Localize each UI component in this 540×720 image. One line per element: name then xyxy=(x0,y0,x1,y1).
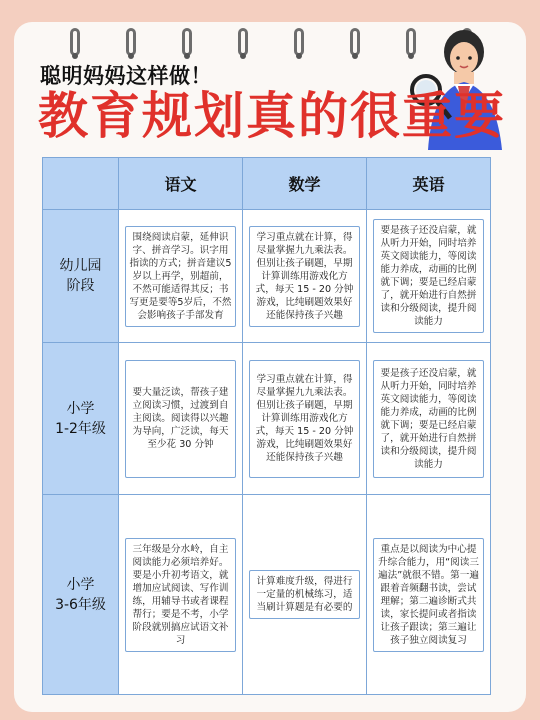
cell-text: 要是孩子还没启蒙，就从听力开始，同时培养英文阅读能力，等阅读能力养成，动画的比例就下调；要是已经启蒙了，就开始进行自然拼读和分级阅读，提升阅读能力 xyxy=(373,219,484,333)
binder-ring xyxy=(70,28,80,56)
cell-english xyxy=(367,210,491,343)
cell-text: 要大量泛读，帮孩子建立阅读习惯，过渡到自主阅读。阅读得以兴趣为导向，广泛读，每天至少花 30 分钟 xyxy=(125,360,236,478)
page-title: 教育规划真的很重要 xyxy=(38,87,506,145)
education-plan-table xyxy=(42,157,491,695)
row-label xyxy=(43,210,119,343)
table-row xyxy=(43,495,491,695)
row-label-line2: 阶段 xyxy=(66,278,95,294)
cell-english xyxy=(367,495,491,695)
cell-text: 要是孩子还没启蒙，就从听力开始，同时培养英文阅读能力，等阅读能力养成，动画的比例就下调；要是已经启蒙了，就开始进行自然拼读和分级阅读，提升阅读能力 xyxy=(373,360,484,478)
cell-math xyxy=(243,343,367,495)
binder-ring xyxy=(126,28,136,56)
header-english: 英语 xyxy=(367,158,491,210)
cell-text: 计算难度升级，得进行一定量的机械练习，适当刷计算题是有必要的 xyxy=(249,570,360,619)
cell-chinese xyxy=(119,210,243,343)
binder-ring xyxy=(294,28,304,56)
table-header-row xyxy=(43,158,491,210)
cell-text: 三年级是分水岭，自主阅读能力必须培养好。要是小升初考语文，就增加应试阅读、写作训练，用辅导书或者课程帮行；要是不考，小学阶段就别搞应试语文补习 xyxy=(125,538,236,652)
table-row xyxy=(43,343,491,495)
binder-ring xyxy=(238,28,248,56)
row-label xyxy=(43,495,119,695)
binder-ring xyxy=(350,28,360,56)
cell-english xyxy=(367,343,491,495)
row-label-line1: 小学 xyxy=(66,576,95,593)
row-label-line2: 3-6年级 xyxy=(55,596,106,613)
cell-text: 重点是以阅读为中心提升综合能力，用“阅读三遍法”就很不错。第一遍跟着音频翻书读，尝试理解；第二遍诊断式共读，家长提问或者指读让孩子跟读；第三遍让孩子独立阅读复习 xyxy=(373,538,484,652)
table-row xyxy=(43,210,491,343)
cell-text: 学习重点就在计算，得尽量掌握九九乘法表。但别让孩子刷题，早期计算训练用游戏化方式，每天 15 - 20 分钟游戏，比纯刷题效果好还能保持孩子兴趣 xyxy=(249,360,360,478)
cell-math xyxy=(243,495,367,695)
cell-text: 围绕阅读启蒙，延伸识字、拼音学习。识字用指读的方式；拼音建议5岁以上再学，别超前，不然可能适得其反；书写更是要等5岁后，不然会影响孩子手部发育 xyxy=(125,226,236,327)
header-empty xyxy=(43,158,119,210)
binder-ring xyxy=(182,28,192,56)
header-chinese: 语文 xyxy=(119,158,243,210)
cell-math xyxy=(243,210,367,343)
cell-text: 学习重点就在计算，得尽量掌握九九乘法表。但别让孩子刷题，早期计算训练用游戏化方式，每天 15 - 20 分钟游戏，比纯刷题效果好还能保持孩子兴趣 xyxy=(249,226,360,327)
row-label-line2: 1-2年级 xyxy=(55,420,106,437)
subtitle: 聪明妈妈这样做！ xyxy=(40,64,212,88)
header-math: 数学 xyxy=(243,158,367,210)
row-label xyxy=(43,343,119,495)
row-label-line1: 幼儿园 xyxy=(59,258,102,274)
cell-chinese xyxy=(119,495,243,695)
row-label-line1: 小学 xyxy=(66,400,95,417)
cell-chinese xyxy=(119,343,243,495)
